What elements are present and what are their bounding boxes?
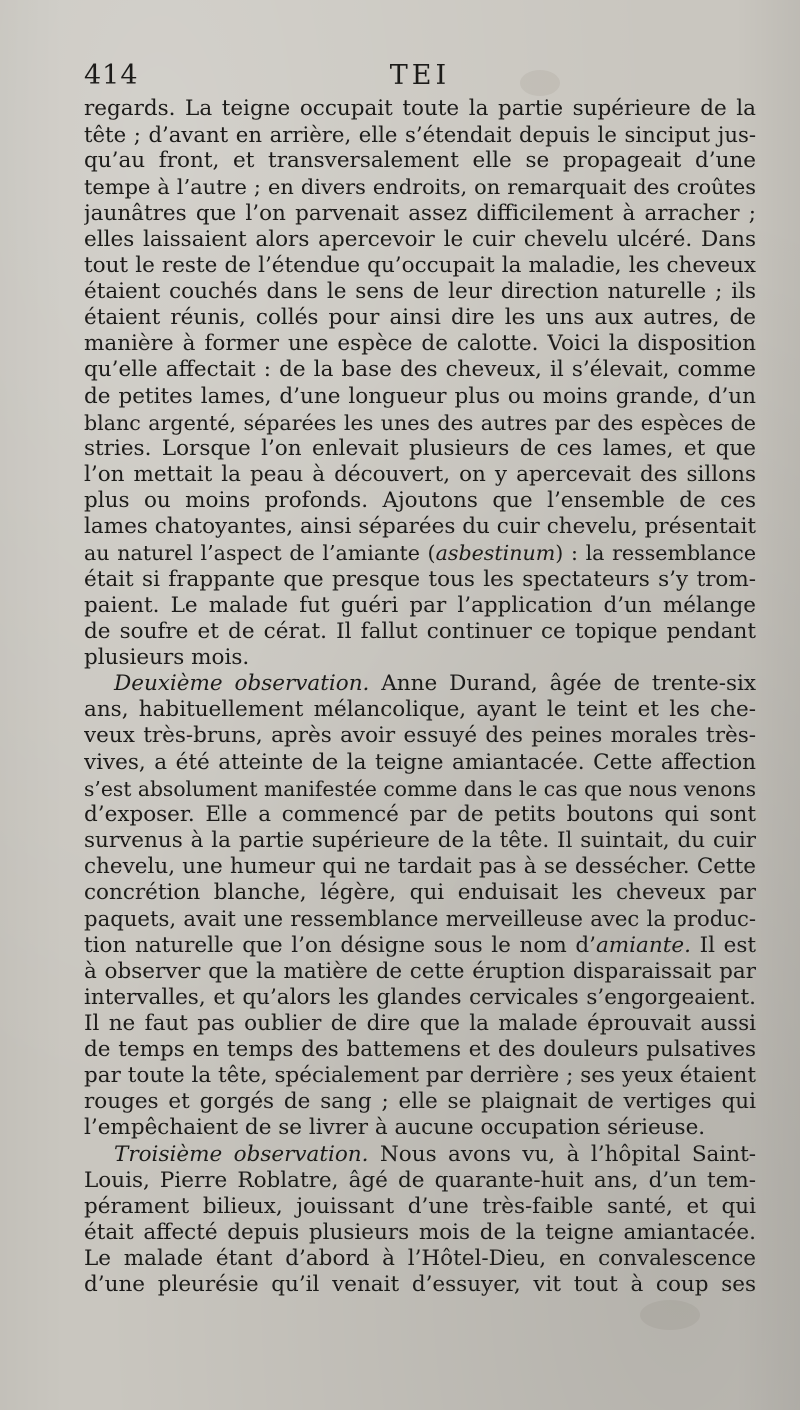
text-line: stries. Lorsque l’on enlevait plusieurs de ces lames, et que [84,435,756,461]
text-line: était affecté depuis plusieurs mois de la teigne amiantacée. [84,1220,756,1246]
text-line: veux très-bruns, après avoir essuyé des peines morales très- [84,723,756,749]
running-title: TEI [389,60,451,91]
text-line: rouges et gorgés de sang ; elle se plaignait de vertiges qui [84,1089,756,1115]
text-line: de soufre et de cérat. Il fallut continuer ce topique pendant [84,618,756,644]
text-line: regards. La teigne occupait toute la partie supérieure de la [84,96,756,121]
text-line: jaunâtres que l’on parvenait assez difficilement à arracher ; [84,200,756,226]
text-line: tout le reste de l’étendue qu’occupait la maladie, les cheveux [84,252,756,278]
text-line: elles laissaient alors apercevoir le cuir chevelu ulcéré. Dans [84,226,756,252]
book-page [84,58,756,1298]
text-segment: Il est [690,932,756,958]
text-line: chevelu, une humeur qui ne tardait pas à se dessécher. Cette [84,854,756,880]
text-line: survenus à la partie supérieure de la tête. Il suintait, du cuir [84,827,756,853]
text-line: d’une pleurésie qu’il venait d’essuyer, vit tout à coup ses [84,1272,756,1298]
text-line: de temps en temps des battemens et des douleurs pulsatives [84,1037,756,1063]
text-segment: Nous avons vu, à l’hôpital Saint- [368,1141,756,1167]
text-segment: ) : la ressemblance [555,541,756,566]
text-line-with-italic [84,540,756,566]
section-heading-line [84,671,756,697]
text-line: tête ; d’avant en arrière, elle s’étendait depuis le sinciput jus- [84,122,756,148]
text-line: l’on mettait la peau à découvert, on y apercevait des sillons [84,461,756,487]
text-line: manière à former une espèce de calotte. Voici la disposition [84,331,756,357]
text-line: Il ne faut pas oublier de dire que la malade éprouvait aussi [84,1010,756,1036]
text-line: était si frappante que presque tous les spectateurs s’y trom- [84,566,756,592]
section-heading-deuxieme: Deuxième observation. [114,671,370,697]
paragraph-end-line: l’empêchaient de se livrer à aucune occupation sérieuse. [84,1115,706,1141]
italic-term-amiante: amiante. [595,932,691,958]
text-line: ans, habituellement mélancolique, ayant le teint et les che- [84,697,756,723]
text-line: paquets, avait une ressemblance merveilleuse avec la produc- [84,906,756,932]
text-segment: Anne Durand, âgée de trente-six [369,671,756,697]
text-line: blanc argenté, séparées les unes des autres par des espèces de [84,410,756,435]
text-line: tempe à l’autre ; en divers endroits, on remarquait des croûtes [84,175,756,200]
text-line: paient. Le malade fut guéri par l’application d’un mélange [84,592,756,618]
text-line: de petites lames, d’une longueur plus ou moins grande, d’un [84,383,756,409]
section-heading-troisieme: Troisième observation. [114,1141,369,1167]
text-line: Louis, Pierre Roblatre, âgé de quarante-huit ans, d’un tem- [84,1167,756,1193]
paragraph-end-line: plusieurs mois. [84,644,250,670]
text-segment: au naturel l’aspect de l’amiante ( [84,541,436,566]
text-line: étaient couchés dans le sens de leur direction naturelle ; ils [84,278,756,304]
text-line: d’exposer. Elle a commencé par de petits boutons qui sont [84,801,756,827]
text-line: plus ou moins profonds. Ajoutons que l’ensemble de ces [84,488,756,514]
text-line: concrétion blanche, légère, qui enduisait les cheveux par [84,880,756,906]
text-segment: tion naturelle que l’on désigne sous le nom d’ [84,932,596,958]
italic-term-asbestinum: asbestinum [435,541,556,566]
text-line: intervalles, et qu’alors les glandes cervicales s’engorgeaient. [84,984,756,1010]
section-heading-line [84,1142,756,1168]
text-line-with-italic [84,933,756,959]
paper-stain [640,1300,700,1330]
running-head [84,58,756,92]
text-line: qu’elle affectait : de la base des cheveux, il s’élevait, comme [84,357,756,383]
text-line: qu’au front, et transversalement elle se propageait d’une [84,148,756,174]
text-line: étaient réunis, collés pour ainsi dire les uns aux autres, de [84,305,756,331]
text-line: à observer que la matière de cette éruption disparaissait par [84,958,756,984]
text-line: Le malade étant d’abord à l’Hôtel-Dieu, en convalescence [84,1246,756,1272]
text-line: lames chatoyantes, ainsi séparées du cuir chevelu, présentait [84,514,756,540]
text-line: par toute la tête, spécialement par derrière ; ses yeux étaient [84,1063,756,1089]
page-number: 414 [84,60,139,91]
text-line: s’est absolument manifestée comme dans le cas que nous venons [84,776,756,801]
body-text [84,96,756,1298]
text-line: pérament bilieux, jouissant d’une très-faible santé, et qui [84,1193,756,1219]
text-line: vives, a été atteinte de la teigne amiantacée. Cette affection [84,749,756,775]
